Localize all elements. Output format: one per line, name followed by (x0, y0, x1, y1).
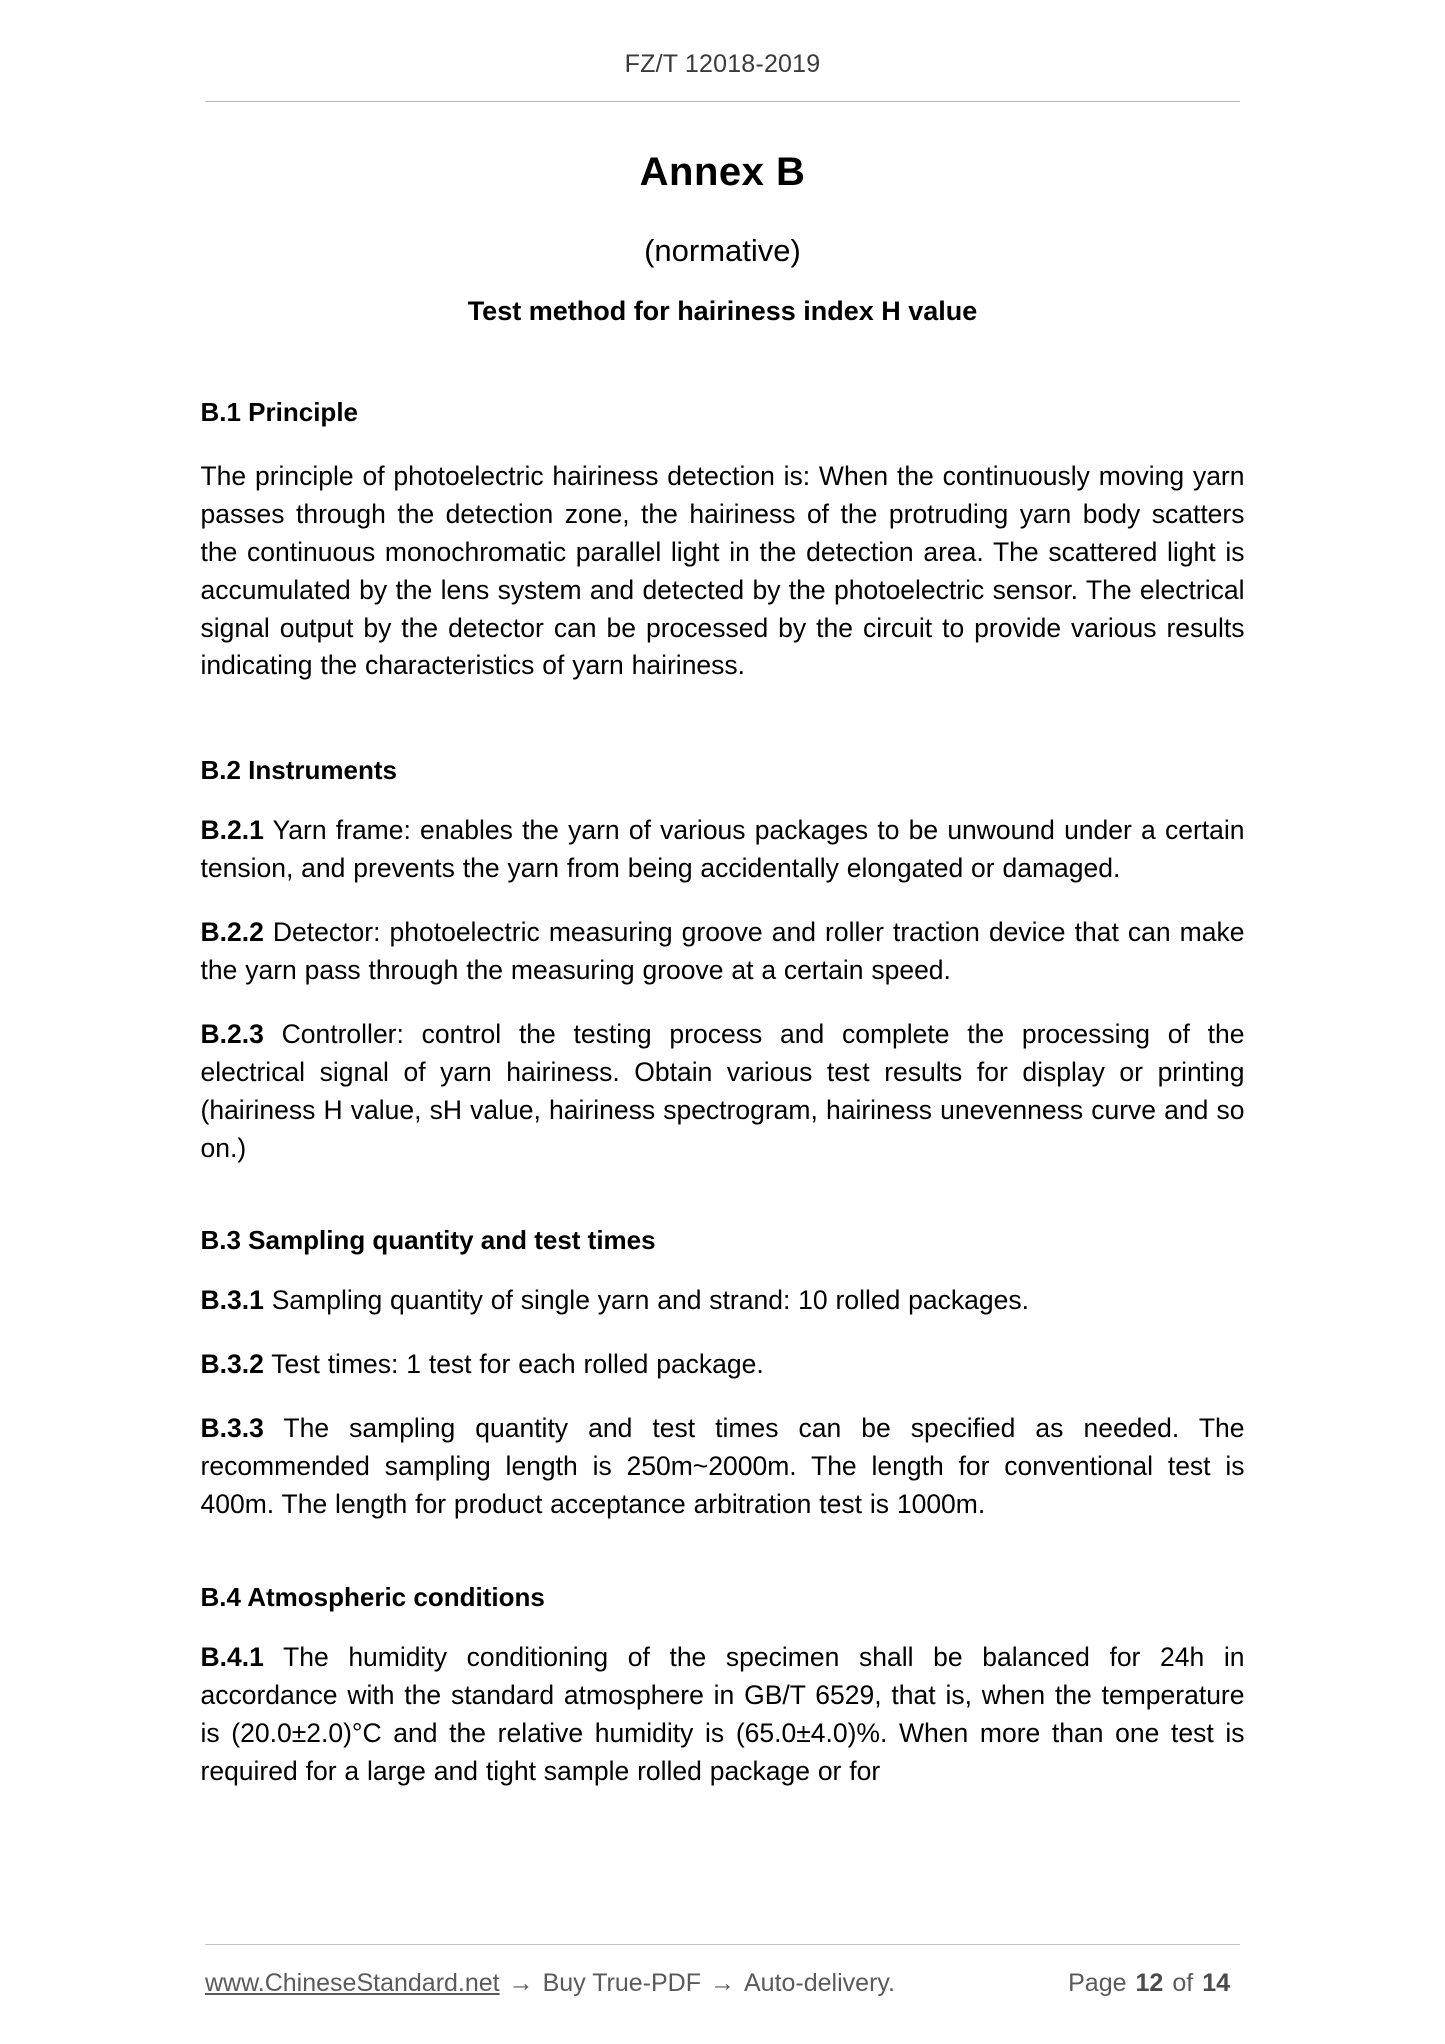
clause-text-b2-2: Detector: photoelectric measuring groove and roller traction device that can make the yarn pass through the measuring groove at a certain speed. (200, 917, 1245, 986)
header-divider (205, 101, 1240, 102)
annex-subtitle: Test method for hairiness index H value (467, 296, 978, 326)
clause-number-b3-2: B.3.2 (200, 1349, 264, 1380)
clause-number-b2-1: B.2.1 (200, 815, 264, 846)
clause-text-b3-3: The sampling quantity and test times can be specified as needed. The recommended sampling length is 250m~2000m. The length for conventional test is 400m. The length for product acceptance arbitration test is 1000m. (200, 1413, 1245, 1520)
annex-title: Annex B (639, 150, 806, 194)
promo-text-buy: Buy True-PDF (542, 1969, 701, 1997)
footer-row (205, 1969, 1240, 1998)
page-label: Page (1068, 1969, 1127, 1997)
paragraph-b2-3 (201, 1016, 1245, 1168)
website-link[interactable]: www.ChineseStandard.net (205, 1969, 500, 1997)
page-footer (0, 1944, 1445, 1998)
paragraph-b4-1 (201, 1639, 1245, 1791)
clause-number-b2-2: B.2.2 (200, 917, 264, 948)
clause-number-b3-1: B.3.1 (200, 1285, 264, 1316)
page-indicator (1068, 1969, 1240, 1998)
clause-number-b4-1: B.4.1 (200, 1641, 264, 1672)
of-label: of (1172, 1969, 1194, 1997)
paragraph-b1: The principle of photoelectric hairiness detection is: When the continuously moving yarn passes through the detection zone, the hairiness of the protruding yarn body scatters the continuous monochromatic parallel light in the detection area. The scattered light is accumulated by the lens system and detected by the photoelectric sensor. The electrical signal output by the detector can be processed by the circuit to provide various results indicating the characteristics of yarn hairiness. (200, 461, 1245, 681)
arrow-right-icon: → (508, 1969, 534, 1997)
clause-number-b2-3: B.2.3 (200, 1018, 264, 1049)
document-content (193, 150, 1253, 1790)
paragraph-b3-3 (201, 1410, 1245, 1524)
clause-text-b2-3: Controller: control the testing process and complete the processing of the electrical signal of yarn hairiness. Obtain various test results for display or printing (hairiness H value, sH value, hairiness spectrogram, hairiness unevenness curve and so on.) (200, 1018, 1245, 1163)
clause-text-b3-1: Sampling quantity of single yarn and strand: 10 rolled packages. (271, 1285, 1029, 1316)
heading-b1: B.1 Principle (200, 397, 358, 427)
paragraph-b3-1 (201, 1282, 1245, 1320)
total-page-number: 14 (1202, 1969, 1230, 1997)
footer-promo (205, 1969, 895, 1998)
clause-text-b4-1: The humidity conditioning of the specimen shall be balanced for 24h in accordance with the standard atmosphere in GB/T 6529, that is, when the temperature is (20.0±2.0)°C and the relative humidity is (65.0±4.0)%. When more than one test is required for a large and tight sample rolled package or for (200, 1641, 1245, 1786)
footer-divider (205, 1944, 1240, 1945)
heading-b3: B.3 Sampling quantity and test times (200, 1225, 656, 1256)
standard-code: FZ/T 12018-2019 (624, 50, 821, 78)
annex-normative-label: (normative) (644, 233, 801, 268)
clause-number-b3-3: B.3.3 (200, 1413, 264, 1444)
promo-text-delivery: Auto-delivery. (744, 1969, 895, 1997)
arrow-right-icon-2: → (710, 1969, 735, 1997)
heading-b4: B.4 Atmospheric conditions (200, 1581, 545, 1612)
heading-b2: B.2 Instruments (200, 755, 397, 786)
clause-text-b2-1: Yarn frame: enables the yarn of various packages to be unwound under a certain tension, and prevents the yarn from being accidentally elongated or damaged. (200, 815, 1245, 884)
paragraph-b2-1 (201, 812, 1245, 888)
page-header (0, 0, 1445, 102)
clause-text-b3-2: Test times: 1 test for each rolled package. (271, 1349, 764, 1380)
paragraph-b3-2 (201, 1346, 1245, 1384)
current-page-number: 12 (1135, 1969, 1164, 1997)
paragraph-b2-2 (201, 914, 1245, 990)
